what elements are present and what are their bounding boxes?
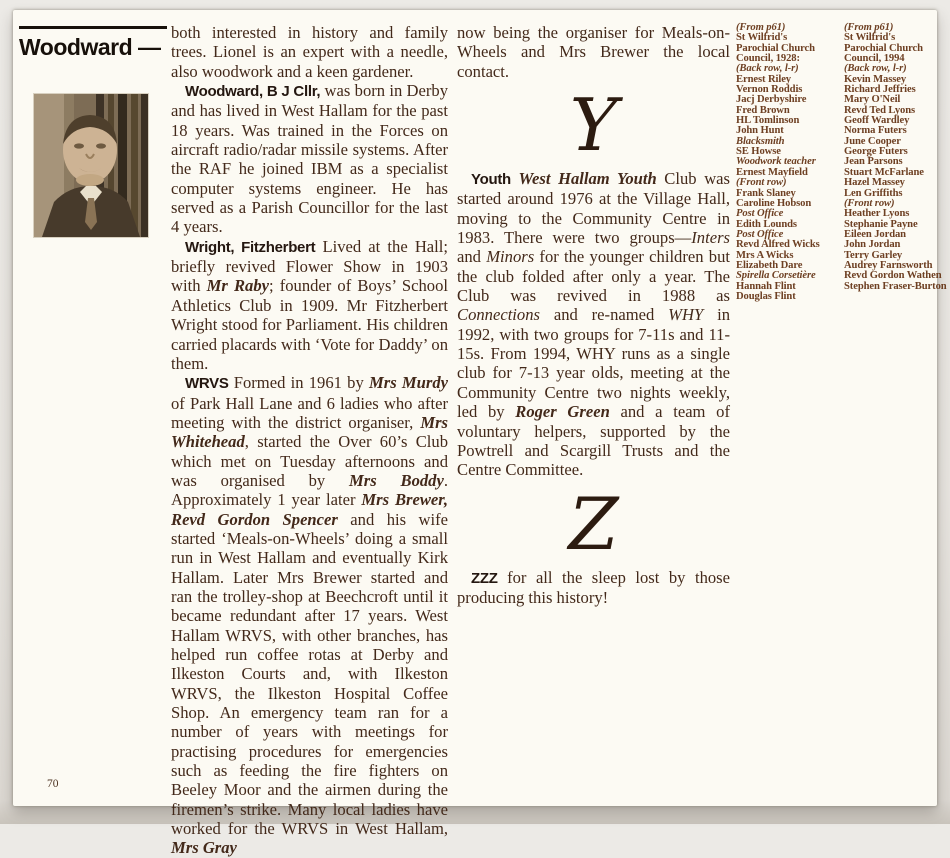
entry-headword: Youth	[471, 171, 511, 189]
entry-text: WHY	[668, 305, 704, 325]
caption-list-1928	[736, 23, 838, 302]
caption-line: Parochial Church	[736, 42, 815, 54]
caption-line: Norma Futers	[844, 125, 907, 137]
caption-line: Kevin Massey	[844, 73, 907, 85]
entry-text: for all the sleep lost by those producing this history!	[457, 567, 730, 607]
caption-line: Parochial Church	[844, 42, 923, 54]
caption-line: Stephen Fraser-Burton	[844, 280, 947, 292]
caption-line: Spirella Corsetière	[736, 270, 816, 282]
entry-paragraph	[457, 568, 730, 608]
caption-line: Caroline Hobson	[736, 197, 812, 209]
entry-text: and	[457, 247, 487, 267]
page-title: Woodward —	[19, 34, 161, 60]
page-header-block	[19, 26, 171, 61]
caption-line: (From p61)	[736, 22, 786, 33]
entry-text: was born in Derby and has lived in West Hallam for the past 18 years. Was trained in the Forces on aircraft radio/radar missile systems. After the RAF he joined IBM as a specialist computer systems engineer. He has served as a Parish Councillor for the last 4 years.	[171, 81, 448, 237]
caption-line: Len Griffiths	[844, 187, 903, 199]
entry-text: ; founder of Boys’ School Athletics Club in 1909. Mr Fitzherbert Wright stood for Parliament. His children carried placards with ‘Vote for Daddy’ on them.	[171, 276, 448, 373]
caption-line: Mary O'Neil	[844, 94, 901, 106]
caption-line: Revd Ted Lyons	[844, 104, 916, 116]
entry-text: Mrs Murdy	[369, 373, 449, 393]
caption-line: George Futers	[844, 146, 908, 158]
entry-paragraph	[171, 373, 448, 858]
caption-line: Council, 1928:	[736, 53, 800, 65]
section-letter-Y: Y	[569, 83, 618, 168]
caption-line: Edith Lounds	[736, 218, 797, 230]
entry-paragraph	[171, 237, 448, 373]
entry-text: , started the Over 60’s Club which met on Tuesday afternoons and was organised by	[171, 432, 448, 490]
caption-line: (Back row, l-r)	[736, 63, 799, 75]
entry-text: Minors	[486, 247, 535, 267]
caption-line: Jean Parsons	[844, 156, 903, 168]
entry-text: . Approximately 1 year later	[171, 470, 448, 510]
caption-line: Hannah Flint	[736, 280, 796, 292]
entry-text: Mrs Brewer, Revd Gordon Spencer	[171, 490, 448, 529]
caption-line: Elizabeth Dare	[736, 259, 803, 271]
entry-text: both interested in history and family trees. Lionel is an expert with a needle, also woodwork and a keen gardener.	[171, 23, 448, 81]
article-column-1	[171, 23, 448, 858]
entry-paragraph	[171, 81, 448, 237]
entry-text: West Hallam Youth	[518, 169, 657, 189]
portrait-photo-graphic	[34, 94, 148, 237]
caption-line: (Back row, l-r)	[844, 63, 907, 75]
entry-headword: WRVS	[185, 375, 229, 393]
entry-text: Mrs Whitehead	[171, 412, 448, 452]
portrait-photo	[34, 94, 148, 237]
entry-text: and re-named	[539, 305, 669, 325]
header-rule	[19, 26, 167, 29]
entry-paragraph	[457, 23, 730, 81]
caption-line: Geoff Wardley	[844, 115, 910, 127]
page-number: 70	[47, 778, 59, 790]
caption-line: Stuart McFarlane	[844, 166, 924, 178]
entry-text: Roger Green	[515, 402, 610, 422]
caption-line: John Hunt	[736, 125, 784, 137]
caption-line: (From p61)	[844, 22, 894, 33]
caption-line: Hazel Massey	[844, 177, 905, 189]
entry-text: and a team of voluntary helpers, supported by the Powtrell and Scargill Trusts and the Centre Committee.	[457, 402, 730, 480]
entry-text: Mrs Boddy	[349, 470, 444, 490]
caption-line: Heather Lyons	[844, 208, 910, 220]
caption-line: Terry Garley	[844, 249, 903, 261]
entry-paragraph	[457, 169, 730, 480]
caption-line: Council, 1994	[844, 53, 905, 65]
entry-text: Inters	[691, 228, 730, 248]
caption-line: Revd Alfred Wicks	[736, 239, 820, 251]
caption-line: Post Office	[736, 228, 784, 240]
caption-line: John Jordan	[844, 239, 901, 251]
entry-text: of Park Hall Lane and 6 ladies who after meeting with the district organiser,	[171, 393, 448, 432]
article-column-2	[457, 23, 730, 607]
section-letter-Z: Z	[568, 481, 619, 566]
entry-text: and his wife started ‘Meals-on-Wheels’ doing a small run in West Hallam and eventually Kirk Hallam. Later Mrs Brewer started and ran the trolley-shop at Beechcroft until it became redundant after 17 years. West Hallam WRVS, with other branches, has helped run coffee rotas at Derby and Ilkeston Courts and, with Ilkeston WRVS, the Ilkeston Hospital Coffee Shop. An emergency team ran for a number of years with meetings for practising procedures for emergencies such as feeding the fire fighters on Beeley Moor and the airmen during the firemen’s strike. Many local ladies have worked for the WRVS in West Hallam,	[171, 509, 448, 839]
entry-text: Mr Raby	[206, 276, 269, 296]
entry-headword: Woodward, B J Cllr,	[185, 83, 321, 101]
entry-text: Mrs Gray	[171, 838, 237, 858]
caption-line: Ernest Mayfield	[736, 166, 808, 178]
caption-line: Woodwork teacher	[736, 156, 816, 168]
entry-text: for the younger children but the club folded after only a year. The Club was revived in 1988 as	[457, 247, 731, 306]
caption-line: St Wilfrid's	[844, 32, 896, 44]
caption-list-1994	[844, 23, 948, 292]
caption-line: Douglas Flint	[736, 290, 796, 302]
entry-text: now being the organiser for Meals-on-Wheels and Mrs Brewer the local contact.	[457, 23, 730, 81]
caption-line: St Wilfrid's	[736, 32, 788, 44]
entry-text: in 1992, with two groups for 7-11s and 11-15s. From 1994, WHY runs as a single club for 7-13 year olds, meeting at the Community Centre two nights weekly, led by	[457, 305, 730, 422]
caption-line: Audrey Farnsworth	[844, 259, 933, 271]
caption-line: Fred Brown	[736, 104, 790, 116]
entry-headword: Wright, Fitzherbert	[185, 238, 316, 256]
caption-line: Blacksmith	[736, 135, 785, 147]
entry-text: Formed in 1961 by	[228, 373, 369, 393]
entry-headword: ZZZ	[471, 569, 498, 587]
entry-text: Lived at the Hall; briefly revived Flower Show in 1903 with	[171, 236, 448, 296]
entry-paragraph	[171, 23, 448, 81]
caption-line: Frank Slaney	[736, 187, 796, 199]
caption-line: Revd Gordon Wathen	[844, 270, 942, 282]
entry-text	[511, 169, 519, 188]
caption-line: HL Tomlinson	[736, 115, 800, 127]
caption-line: (Front row)	[844, 197, 895, 209]
caption-line: June Cooper	[844, 135, 901, 147]
caption-line: Mrs A Wicks	[736, 249, 794, 261]
caption-line: Post Office	[736, 208, 784, 220]
caption-line: Vernon Roddis	[736, 84, 803, 96]
caption-line: Jacj Derbyshire	[736, 94, 807, 106]
caption-line: Ernest Riley	[736, 73, 791, 85]
entry-text: Connections	[457, 305, 540, 325]
caption-line: (Front row)	[736, 177, 787, 189]
caption-line: Eileen Jordan	[844, 228, 906, 240]
scanned-book-page	[13, 10, 947, 858]
caption-line: Richard Jeffries	[844, 84, 916, 96]
caption-line: SE Howse	[736, 146, 781, 158]
caption-line: Stephanie Payne	[844, 218, 918, 230]
entry-text: Club was started around 1976 at the Village Hall, moving to the Community Centre in 1983. There were two groups—	[457, 169, 730, 248]
